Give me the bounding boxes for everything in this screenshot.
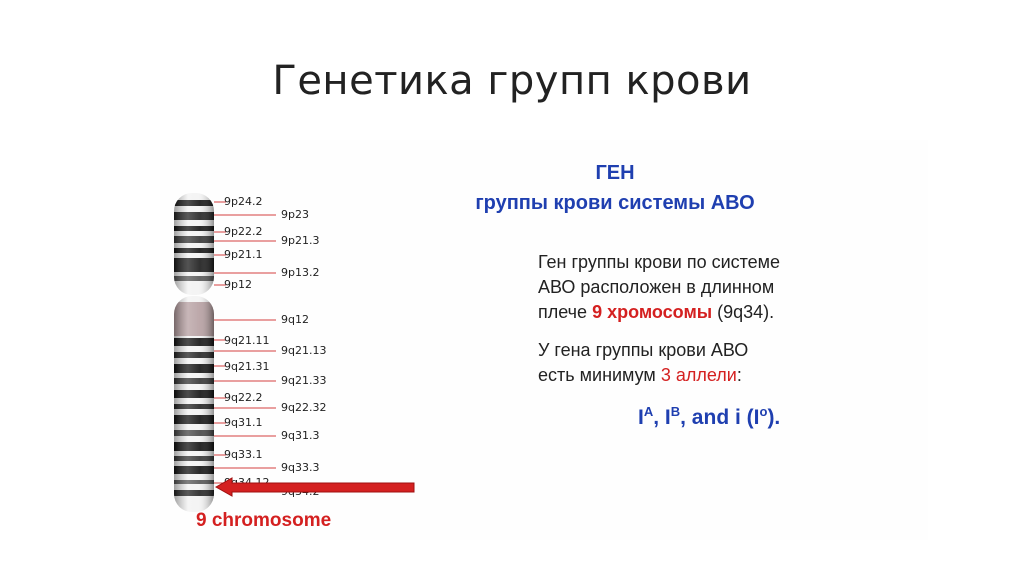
paragraph-line: есть минимум 3 аллели:: [538, 365, 742, 385]
band-label: 9p13.2: [281, 266, 320, 279]
band-label: 9p12: [224, 278, 252, 291]
band-label: 9p24.2: [224, 195, 263, 208]
alleles-list: $I^A$, $I^B$, and i $(I^o)$.: [638, 404, 781, 429]
chromosome-q-arm: [174, 296, 214, 512]
gene-heading-line1: ГЕН: [595, 162, 635, 184]
chromosome-p-arm: [174, 193, 214, 295]
slide-title: Генетика групп крови: [272, 58, 752, 104]
gene-figure: [160, 140, 928, 540]
band-label: 9q33.1: [224, 448, 263, 461]
band-label: 9q21.33: [281, 374, 327, 387]
band-label: 9p21.3: [281, 234, 320, 247]
chromosome-highlight: 9 хромосомы: [592, 302, 713, 322]
band-label: 9p22.2: [224, 225, 263, 238]
paragraph-line: У гена группы крови АВО: [538, 340, 749, 360]
gene-heading-line2: группы крови системы АВО: [475, 192, 755, 214]
band-label: 9p23: [281, 208, 309, 221]
right-band-labels: [281, 208, 326, 498]
band-label: 9q21.13: [281, 344, 327, 357]
band-label: 9q31.3: [281, 429, 320, 442]
band-label: 9q12: [281, 313, 309, 326]
alleles-paragraph: [538, 338, 748, 388]
band-label: 9q22.2: [224, 391, 263, 404]
paragraph-line: АВО расположен в длинном: [538, 277, 775, 297]
gene-location-paragraph: [538, 250, 780, 325]
band-label: 9q21.31: [224, 360, 270, 373]
band-label: 9q31.1: [224, 416, 263, 429]
band-label: 9q21.11: [224, 334, 270, 347]
band-label: 9q33.3: [281, 461, 320, 474]
paragraph-line: Ген группы крови по системе: [538, 252, 781, 272]
band-label: 9p21.1: [224, 248, 263, 261]
band-label: 9q22.32: [281, 401, 327, 414]
left-band-labels: [224, 195, 269, 489]
chromosome-caption: 9 chromosome: [196, 510, 332, 531]
alleles-highlight: 3 аллели: [660, 365, 737, 385]
paragraph-line: плече 9 хромосомы (9q34).: [538, 302, 775, 322]
